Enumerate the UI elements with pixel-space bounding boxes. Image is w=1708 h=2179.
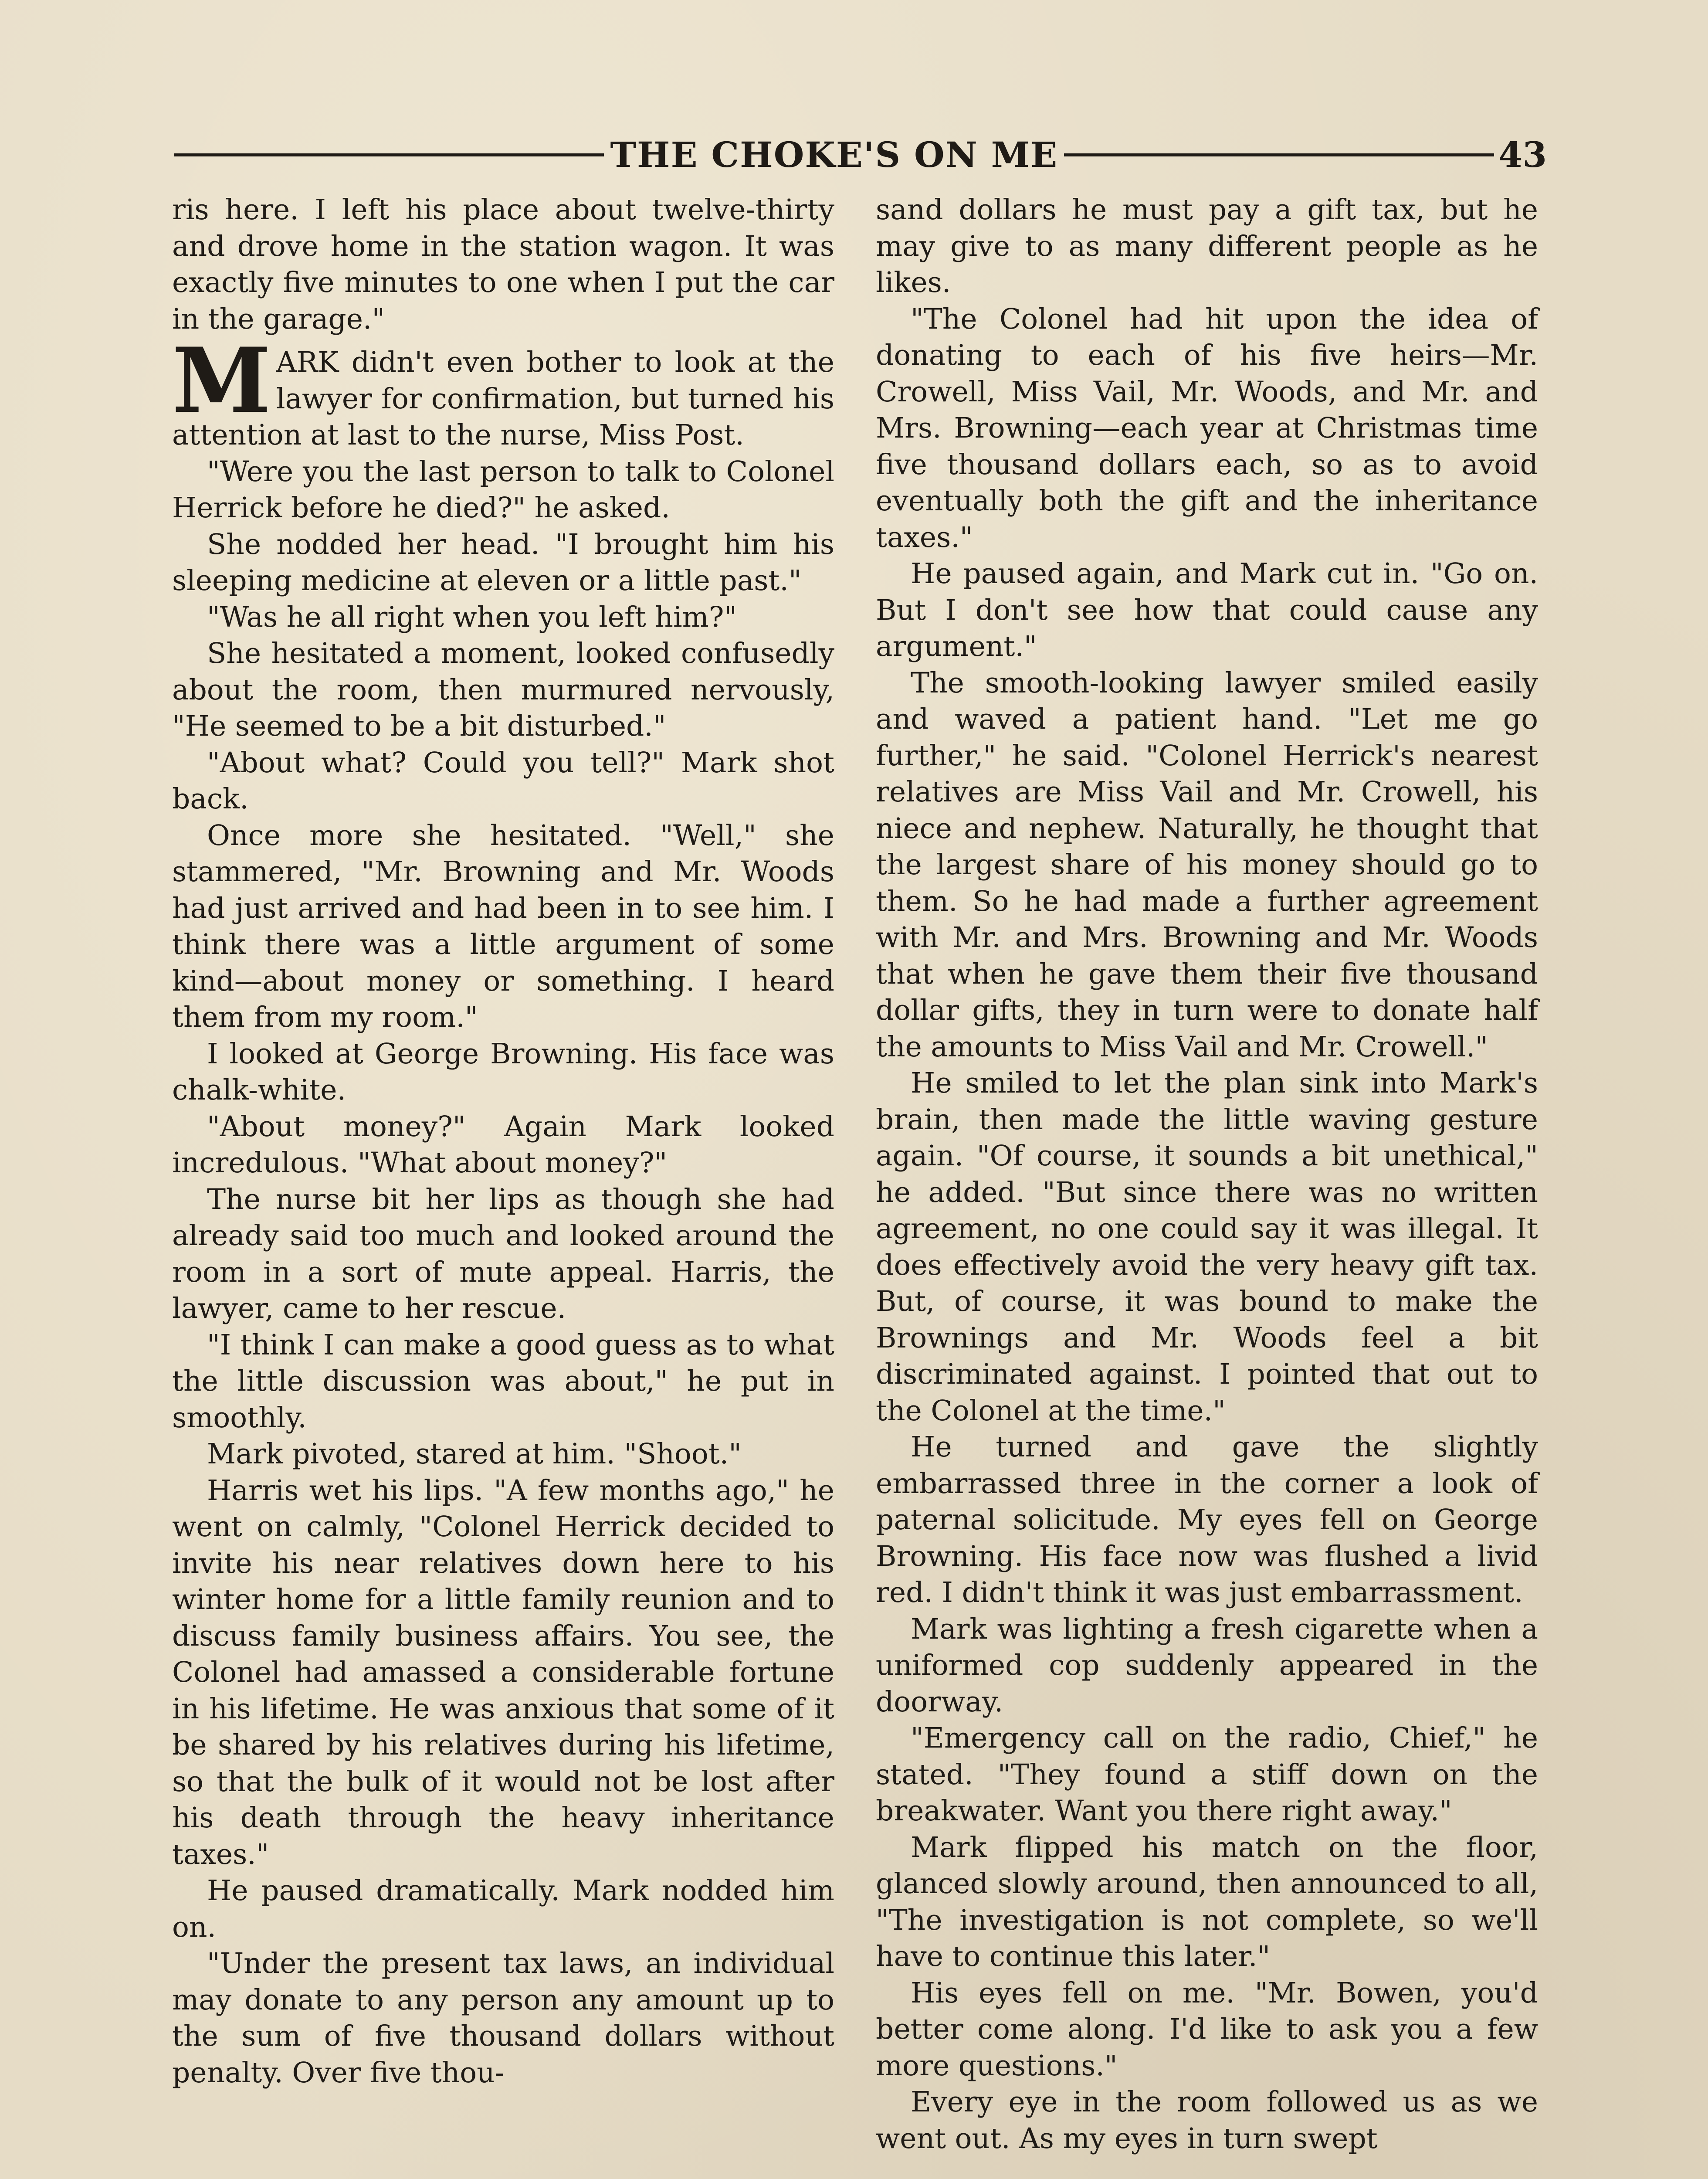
paragraph: "Under the present tax laws, an individual may donate to any person any amount up to the sum of five thousand dollars without penalty. Over five thou- (172, 1947, 834, 2089)
paragraph-with-drop-cap (172, 329, 834, 454)
header-rule-left (174, 153, 604, 156)
paragraph: "I think I can make a good guess as to what the little discussion was about," he put in smoothly. (172, 1328, 834, 1434)
paragraph: Harris wet his lips. "A few months ago," he went on calmly, "Colonel Herrick decided to invite his near relatives down here to his winter home for a little family reunion and to discuss family business affairs. You see, the Colonel had amassed a considerable fortune in his lifetime. He was anxious that some of it be shared by his relatives during his lifetime, so that the bulk of it would not be lost after his death through the heavy inheritance taxes." (172, 1474, 834, 1871)
paragraph: The nurse bit her lips as though she had already said too much and looked around the room in a sort of mute appeal. Harris, the lawyer, came to her rescue. (172, 1183, 834, 1325)
paragraph: I looked at George Browning. His face was chalk-white. (172, 1037, 834, 1106)
page-number: 43 (1498, 134, 1547, 175)
paragraph: He paused again, and Mark cut in. "Go on. But I don't see how that could cause any argument." (876, 557, 1538, 663)
paragraph: Mark flipped his match on the floor, glanced slowly around, then announced to all, "The investigation is not complete, so we'll have to continue this later." (876, 1831, 1538, 1973)
paragraph: "Was he all right when you left him?" (207, 601, 737, 634)
paragraph: "Were you the last person to talk to Colonel Herrick before he died?" he asked. (172, 455, 834, 524)
paragraph: Mark was lighting a fresh cigarette when a uniformed cop suddenly appeared in the doorway. (876, 1612, 1538, 1718)
paragraph: "The Colonel had hit upon the idea of donating to each of his five heirs—Mr. Crowell, Miss Vail, Mr. Woods, and Mr. and Mrs. Browning—each year at Christmas time five thousand dollars each, so as to avoid eventually both the gift and the inheritance taxes." (876, 302, 1538, 554)
paragraph: sand dollars he must pay a gift tax, but he may give to as many different people as he likes. (876, 193, 1538, 299)
paragraph: "About money?" Again Mark looked incredulous. "What about money?" (172, 1110, 834, 1179)
paragraph: His eyes fell on me. "Mr. Bowen, you'd better come along. I'd like to ask you a few more questions." (876, 1976, 1538, 2082)
right-column (876, 192, 1538, 2157)
paragraph: ris here. I left his place about twelve-thirty and drove home in the station wagon. It was exactly five minutes to one when I put the car in the garage." (172, 193, 834, 336)
paragraph: She hesitated a moment, looked confusedly about the room, then murmured nervously, "He seemed to be a bit disturbed." (172, 637, 834, 743)
paragraph: The smooth-looking lawyer smiled easily and waved a patient hand. "Let me go further," he said. "Colonel Herrick's nearest relatives are Miss Vail and Mr. Crowell, his niece and nephew. Naturally, he thought that the largest share of his money should go to them. So he had made a further agreement with Mr. and Mrs. Browning and Mr. Woods that when he gave them their five thousand dollar gifts, they in turn were to donate half the amounts to Miss Vail and Mr. Crowell." (876, 666, 1538, 1063)
paragraph: He paused dramatically. Mark nodded him on. (172, 1874, 834, 1944)
paragraph: He smiled to let the plan sink into Mark's brain, then made the little waving gesture again. "Of course, it sounds a bit unethical," he added. "But since there was no written agreement, no one could say it was illegal. It does effectively avoid the very heavy gift tax. But, of course, it was bound to make the Brownings and Mr. Woods feel a bit discriminated against. I pointed that out to the Colonel at the time." (876, 1067, 1538, 1427)
paragraph: "Emergency call on the radio, Chief," he stated. "They found a stiff down on the breakwater. Want you there right away." (876, 1722, 1538, 1827)
running-title: THE CHOKE'S ON ME (610, 134, 1058, 175)
paragraph: He turned and gave the slightly embarrassed three in the corner a look of paternal solicitude. My eyes fell on George Browning. His face now was flushed a livid red. I didn't think it was just embarrassment. (876, 1431, 1538, 1609)
paragraph: Every eye in the room followed us as we went out. As my eyes in turn swept (876, 2086, 1538, 2155)
paragraph: Mark pivoted, stared at him. "Shoot." (207, 1438, 742, 1470)
paragraph: She nodded her head. "I brought him his sleeping medicine at eleven or a little past." (172, 528, 834, 597)
left-column (172, 192, 834, 2091)
running-header (174, 131, 1547, 179)
paragraph: "About what? Could you tell?" Mark shot back. (172, 746, 834, 815)
paragraph-text: ARK didn't even bother to look at the lawyer for confirmation, but turned his attention at last to the nurse, Miss Post. (172, 346, 834, 451)
drop-cap: M (172, 329, 271, 433)
header-rule-right (1064, 153, 1494, 156)
paragraph: Once more she hesitated. "Well," she stammered, "Mr. Browning and Mr. Woods had just arrived and had been in to see him. I think there was a little argument of some kind—about money or something. I heard them from my room." (172, 819, 834, 1034)
